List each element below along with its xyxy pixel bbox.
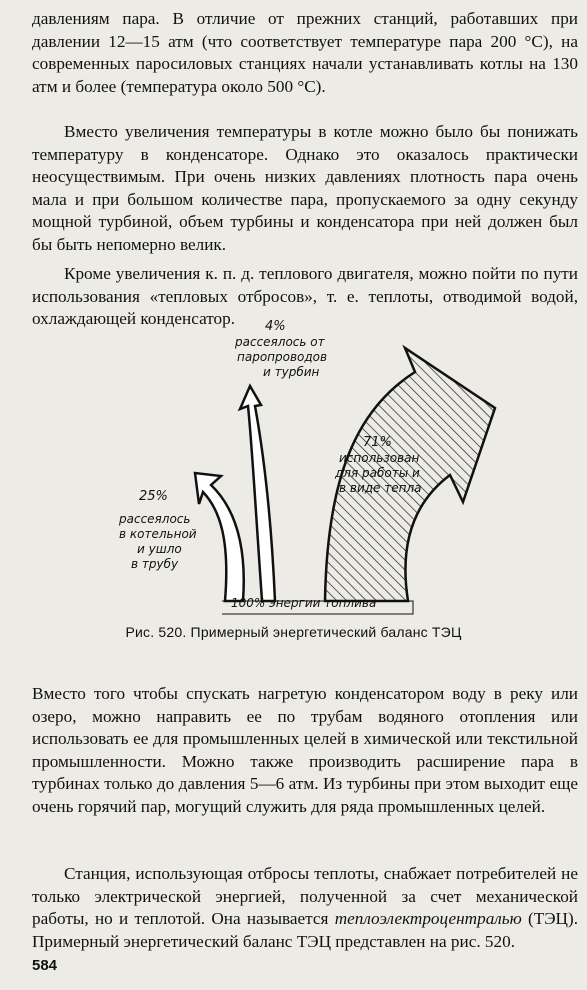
paragraph-condenser: Вместо увеличения температуры в котле можно было бы понижать температуру в конденсаторе. Однако это оказалось практически неосуществимым. При очень низких давлениях плотность пара очень мала и при большом количестве пара, пропускаемого за одну секунду мощной турбиной, объем турбины и конденсатора при ней должен был бы быть непомерно велик. [32,122,578,254]
label-25-line3: и ушло [137,542,182,556]
label-71-line2: для работы и [335,466,420,480]
arrow-25-boiler [195,473,244,601]
label-25-percent: 25% [139,489,168,504]
tec-term: теплоэлектроцентралью [334,909,522,929]
label-4-percent: 4% [265,319,286,334]
paragraph-tec [32,863,578,953]
paragraph-heat-waste: Кроме увеличения к. п. д. теплового двигателя, можно пойти по пути использования «тепловых отбросов», т. е. теплоты, отводимой водой, охлаждающей конденсатор. [32,264,578,329]
paragraph-heating: Вместо того чтобы спускать нагретую конденсатором воду в реку или озеро, можно направить ее по трубам водяного отопления или использовать ее для промышленных целей в химической или текстильной промышленности. Можно также производить расширение пара в турбинах только до давления 5—6 атм. Из турбины при этом выходит еще очень горячий пар, могущий служить для ряда промышленных целей. [32,684,578,816]
paragraph-continuation: давлениям пара. В отличие от прежних станций, работавших при давлении 12—15 атм (что соответствует температуре пара 200 °С), на современных паросиловых станциях начали устанавливать котлы на 130 атм и более (температура около 500 °С). [32,9,578,96]
page-number: 584 [32,957,58,974]
label-71-line1: использован [339,451,420,465]
label-100-fuel: 100% энергии топлива [231,596,377,610]
label-25-line4: в трубу [131,557,179,571]
figure-caption: Рис. 520. Примерный энергетический баланс ТЭЦ [125,624,462,640]
label-4-line2: паропроводов [237,350,328,364]
label-71-line3: в виде тепла [339,481,422,495]
label-71-percent: 71% [363,435,392,450]
label-4-line3: и турбин [263,365,320,379]
arrow-4-pipes [240,386,275,601]
label-25-line1: рассеялось [119,512,191,526]
energy-balance-diagram [95,310,515,620]
tec-text-before: Станция, использующая отбросы теплоты, снабжает потребителей не только электрической энергией, полученной за счет механической работы, но и теплотой. Она называется [32,864,578,929]
label-4-line1: рассеялось от [235,335,325,349]
label-25-line2: в котельной [119,527,197,541]
tec-text-after: (ТЭЦ). Примерный энергетический баланс ТЭЦ представлен на рис. 520. [32,909,578,951]
